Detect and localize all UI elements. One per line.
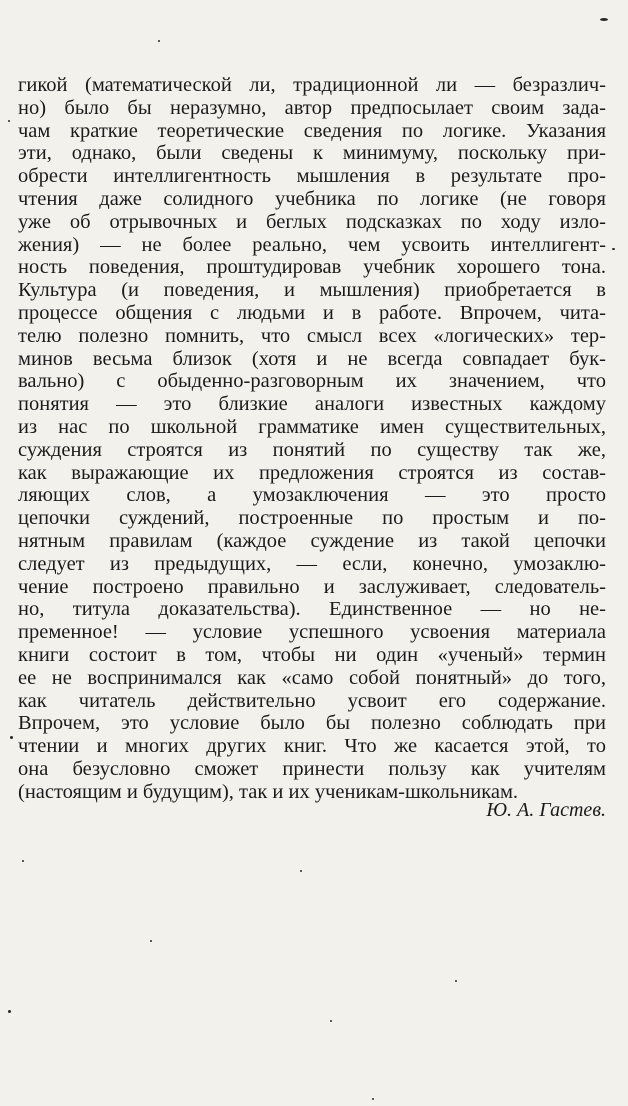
text-line: чам краткие теоретические сведения по логике. Указания xyxy=(18,119,606,142)
text-line: чтении и многих других книг. Что же касается этой, то xyxy=(18,735,606,758)
scan-speck xyxy=(22,860,24,862)
text-line: нятным правилам (каждое суждение из такой цепочки xyxy=(18,529,606,552)
text-line: уже об отрывочных и беглых подсказках по ходу изло- xyxy=(18,210,606,233)
scan-speck xyxy=(612,248,615,250)
text-line: минов весьма близок (хотя и не всегда совпадает бук- xyxy=(18,347,606,370)
scan-speck xyxy=(372,1098,374,1100)
text-line: она безусловно сможет принести пользу как учителям xyxy=(18,757,606,780)
text-line: пременное! — условие успешного усвоения материала xyxy=(18,621,606,644)
text-line: ность поведения, проштудировав учебник хорошего тона. xyxy=(18,256,606,279)
text-line: эти, однако, были сведены к минимуму, поскольку при- xyxy=(18,142,606,165)
scan-speck xyxy=(150,940,152,942)
text-line: из нас по школьной грамматике имен существительных, xyxy=(18,415,606,438)
text-line: цепочки суждений, построенные по простым и по- xyxy=(18,507,606,530)
text-line: ее не воспринимался как «само собой понятный» до того, xyxy=(18,666,606,689)
text-line: телю полезно помнить, что смысл всех «логических» тер- xyxy=(18,324,606,347)
text-line: (настоящим и будущим), так и их ученикам-школьникам. xyxy=(18,780,519,803)
text-line: чтения даже солидного учебника по логике (не говоря xyxy=(18,187,606,210)
scan-speck xyxy=(8,1010,11,1013)
scan-speck xyxy=(8,120,10,122)
text-line: понятия — это близкие аналоги известных каждому xyxy=(18,393,606,416)
text-line: чение построено правильно и заслуживает, следователь- xyxy=(18,575,606,598)
text-line: но, титула доказательства). Единственное — но не- xyxy=(18,598,606,621)
text-line: обрести интеллигентность мышления в результате про- xyxy=(18,165,606,188)
text-line: книги состоит в том, чтобы ни один «ученый» термин xyxy=(18,643,606,666)
text-line: следует из предыдущих, — если, конечно, умозаклю- xyxy=(18,552,606,575)
text-line: вально) с обыденно-разговорным их значением, что xyxy=(18,370,606,393)
text-line: но) было бы неразумно, автор предпосылает своим зада- xyxy=(18,96,606,119)
text-line: гикой (математической ли, традиционной ли — безразлич- xyxy=(18,74,606,96)
scan-speck xyxy=(10,736,13,739)
scan-speck xyxy=(158,40,160,42)
text-line: суждения строятся из понятий по существу так же, xyxy=(18,438,606,461)
author-signature: Ю. А. Гастев. xyxy=(486,799,606,821)
scan-speck xyxy=(455,980,457,982)
text-line: процессе общения с людьми и в работе. Впрочем, чита- xyxy=(18,301,606,324)
text-line: как читатель действительно усвоит его содержание. xyxy=(18,689,606,712)
text-line: как выражающие их предложения строятся из состав- xyxy=(18,461,606,484)
scan-speck xyxy=(300,870,302,872)
text-line: ляющих слов, а умозаключения — это просто xyxy=(18,484,606,507)
text-line: жения) — не более реально, чем усвоить интеллигент- xyxy=(18,233,606,256)
scan-speck xyxy=(330,1020,332,1022)
scan-speck xyxy=(600,18,608,21)
body-text xyxy=(18,74,606,804)
text-line: Культура (и поведения, и мышления) приобретается в xyxy=(18,279,606,302)
text-line: Впрочем, это условие было бы полезно соблюдать при xyxy=(18,712,606,735)
